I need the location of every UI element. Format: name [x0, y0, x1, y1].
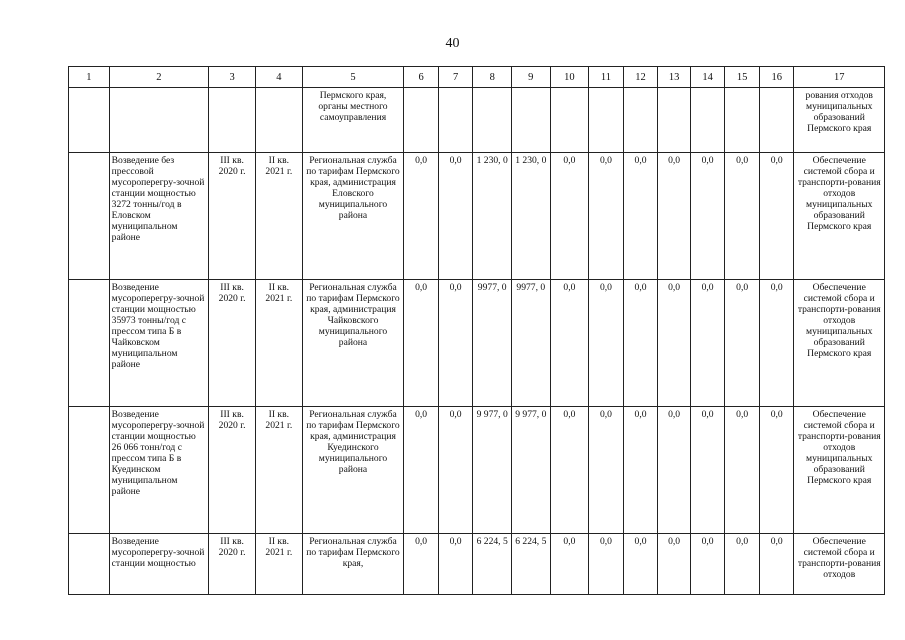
- cell-value: 0,0: [550, 407, 589, 534]
- header-cell: 6: [404, 67, 439, 88]
- cell-value: 1 230, 0: [512, 153, 551, 280]
- cell-end: II кв. 2021 г.: [255, 280, 302, 407]
- cell-result: рования отходов муниципальных образований Пермского края: [794, 88, 885, 153]
- header-cell: 1: [69, 67, 110, 88]
- cell-value: 9 977, 0: [473, 407, 512, 534]
- cell-value: 9977, 0: [473, 280, 512, 407]
- cell-value: 9 977, 0: [512, 407, 551, 534]
- cell-start: III кв. 2020 г.: [209, 407, 256, 534]
- header-row: [69, 67, 885, 88]
- cell-value: 0,0: [404, 280, 439, 407]
- cell-value: 0,0: [404, 407, 439, 534]
- header-cell: 11: [589, 67, 624, 88]
- table-row: [69, 407, 885, 534]
- cell-value: 0,0: [438, 153, 473, 280]
- header-cell: 9: [512, 67, 551, 88]
- cell-executor: Региональная служба по тарифам Пермского края,: [302, 534, 404, 595]
- cell-value: 0,0: [404, 153, 439, 280]
- table-row: [69, 153, 885, 280]
- cell-value: 0,0: [658, 407, 691, 534]
- cell-value: [759, 88, 794, 153]
- cell-end: II кв. 2021 г.: [255, 153, 302, 280]
- cell-value: 0,0: [438, 534, 473, 595]
- cell-value: 0,0: [690, 407, 725, 534]
- cell-value: 0,0: [550, 534, 589, 595]
- cell-value: 0,0: [438, 407, 473, 534]
- header-cell: 13: [658, 67, 691, 88]
- cell-start: [209, 88, 256, 153]
- cell-executor: Региональная служба по тарифам Пермского края, администрация Куединского муниципального района: [302, 407, 404, 534]
- cell-start: III кв. 2020 г.: [209, 280, 256, 407]
- cell-value: [658, 88, 691, 153]
- cell-activity: Возведение мусороперегру-зочной станции мощностью: [109, 534, 209, 595]
- cell-start: III кв. 2020 г.: [209, 153, 256, 280]
- cell-result: Обеспечение системой сбора и транспорти-рования отходов: [794, 534, 885, 595]
- cell-value: [550, 88, 589, 153]
- cell-end: [255, 88, 302, 153]
- cell-value: [473, 88, 512, 153]
- cell-value: 0,0: [589, 534, 624, 595]
- cell-activity: Возведение мусороперегру-зочной станции мощностью 26 066 тонн/год с прессом типа Б в Куединском муниципальном районе: [109, 407, 209, 534]
- cell-end: II кв. 2021 г.: [255, 534, 302, 595]
- header-cell: 14: [690, 67, 725, 88]
- header-cell: 16: [759, 67, 794, 88]
- cell-value: [690, 88, 725, 153]
- cell-value: 0,0: [690, 534, 725, 595]
- table-row: [69, 88, 885, 153]
- table-row: [69, 280, 885, 407]
- cell-value: 0,0: [658, 153, 691, 280]
- cell-value: [404, 88, 439, 153]
- cell-value: 6 224, 5: [473, 534, 512, 595]
- header-cell: 12: [623, 67, 658, 88]
- table-row: [69, 534, 885, 595]
- header-cell: 2: [109, 67, 209, 88]
- cell-number: [69, 280, 110, 407]
- cell-start: III кв. 2020 г.: [209, 534, 256, 595]
- cell-number: [69, 534, 110, 595]
- cell-value: 6 224, 5: [512, 534, 551, 595]
- cell-value: 0,0: [589, 407, 624, 534]
- cell-value: 0,0: [759, 280, 794, 407]
- cell-value: 1 230, 0: [473, 153, 512, 280]
- cell-value: 0,0: [550, 280, 589, 407]
- header-cell: 15: [725, 67, 760, 88]
- header-cell: 5: [302, 67, 404, 88]
- cell-number: [69, 153, 110, 280]
- cell-activity: Возведение без прессовой мусороперегру-зочной станции мощностью 3272 тонны/год в Еловском муниципальном районе: [109, 153, 209, 280]
- cell-value: 0,0: [759, 534, 794, 595]
- cell-value: 9977, 0: [512, 280, 551, 407]
- page-number: 40: [445, 36, 460, 51]
- cell-executor: Региональная служба по тарифам Пермского края, администрация Чайковского муниципального района: [302, 280, 404, 407]
- cell-activity: Возведение мусороперегру-зочной станции мощностью 35973 тонны/год с прессом типа Б в Чайковском муниципальном районе: [109, 280, 209, 407]
- header-cell: 17: [794, 67, 885, 88]
- data-table: [68, 66, 885, 595]
- cell-value: 0,0: [725, 407, 760, 534]
- cell-value: 0,0: [690, 153, 725, 280]
- cell-value: [725, 88, 760, 153]
- header-cell: 4: [255, 67, 302, 88]
- header-cell: 8: [473, 67, 512, 88]
- cell-value: 0,0: [725, 534, 760, 595]
- cell-result: Обеспечение системой сбора и транспорти-рования отходов муниципальных образований Пермского края: [794, 153, 885, 280]
- cell-value: 0,0: [658, 280, 691, 407]
- header-cell: 3: [209, 67, 256, 88]
- cell-value: [512, 88, 551, 153]
- cell-value: 0,0: [404, 534, 439, 595]
- cell-executor: Пермского края, органы местного самоуправления: [302, 88, 404, 153]
- cell-result: Обеспечение системой сбора и транспорти-рования отходов муниципальных образований Пермского края: [794, 280, 885, 407]
- cell-value: 0,0: [725, 280, 760, 407]
- cell-value: [438, 88, 473, 153]
- cell-value: 0,0: [438, 280, 473, 407]
- header-cell: 7: [438, 67, 473, 88]
- cell-value: [589, 88, 624, 153]
- cell-value: 0,0: [759, 153, 794, 280]
- cell-value: 0,0: [623, 534, 658, 595]
- cell-value: 0,0: [658, 534, 691, 595]
- cell-value: 0,0: [759, 407, 794, 534]
- cell-value: 0,0: [725, 153, 760, 280]
- cell-value: 0,0: [690, 280, 725, 407]
- cell-end: II кв. 2021 г.: [255, 407, 302, 534]
- header-cell: 10: [550, 67, 589, 88]
- cell-value: 0,0: [589, 153, 624, 280]
- cell-value: 0,0: [623, 153, 658, 280]
- cell-executor: Региональная служба по тарифам Пермского края, администрация Еловского муниципального района: [302, 153, 404, 280]
- cell-value: [623, 88, 658, 153]
- cell-value: 0,0: [623, 407, 658, 534]
- cell-activity: [109, 88, 209, 153]
- cell-value: 0,0: [623, 280, 658, 407]
- cell-result: Обеспечение системой сбора и транспорти-рования отходов муниципальных образований Пермского края: [794, 407, 885, 534]
- cell-value: 0,0: [550, 153, 589, 280]
- cell-number: [69, 88, 110, 153]
- cell-value: 0,0: [589, 280, 624, 407]
- cell-number: [69, 407, 110, 534]
